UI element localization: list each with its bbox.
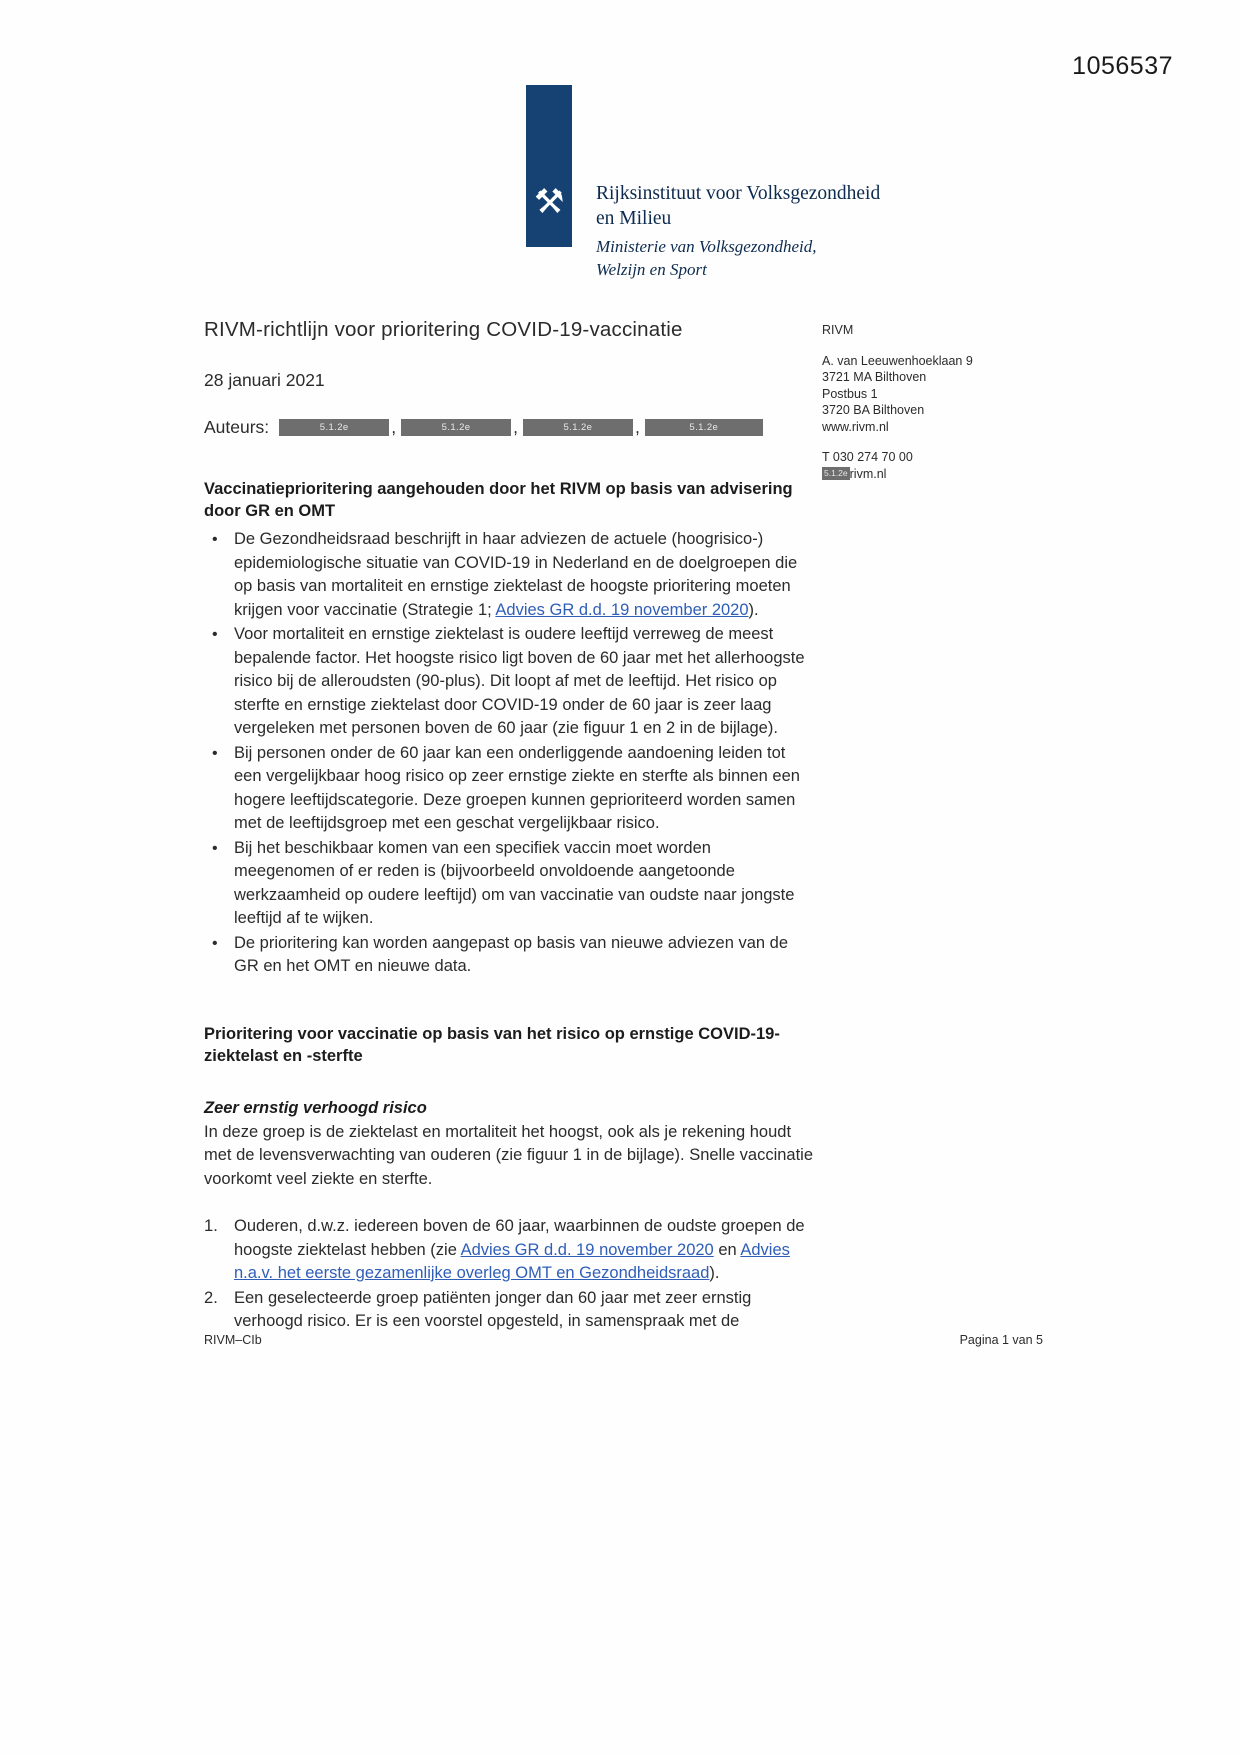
section-1-heading: Vaccinatieprioritering aangehouden door het RIVM op basis van advisering door GR en OMT — [204, 480, 793, 520]
bullet-2-text: Voor mortaliteit en ernstige ziektelast is oudere leeftijd verreweg de meest bepalende factor. Het hoogste risico ligt boven de 60 jaar met het allerhoogste risico bij de alleroudsten (90-plus). Dit loopt af met de leeftijd. Het risico op sterfte en ernstige ziektelast door COVID-19 onder de 60 jaar is zeer laag vergeleken met personen boven de 60 jaar (zie figuur 1 en 2 in de bijlage). — [234, 625, 805, 737]
section-2-numbered-list — [204, 1215, 814, 1334]
section-1-bullet-list — [204, 528, 814, 979]
item-1-text-middle: en — [713, 1240, 741, 1259]
authors-label: Auteurs: — [204, 417, 270, 437]
item-2-text: Een geselecteerde groep patiënten jonger dan 60 jaar met zeer ernstig verhoogd risico. Er is een voorstel opgesteld, in samenspraak met de — [234, 1288, 752, 1330]
sidebar-contact — [822, 449, 1042, 482]
address-line-2: 3721 MA Bilthoven — [822, 370, 927, 384]
section-2-subheading: Zeer ernstig verhoogd risico — [204, 1098, 427, 1117]
bullet-1-text-after: ). — [748, 600, 759, 619]
link-advies-gr-19-november-2020[interactable]: Advies GR d.d. 19 november 2020 — [495, 600, 749, 619]
section-2-heading: Prioritering voor vaccinatie op basis van het risico op ernstige COVID-19-ziektelast en -sterfte — [204, 1024, 780, 1065]
item-1-text-after: ). — [709, 1264, 720, 1282]
item-1-text-before: Ouderen, d.w.z. iedereen boven de 60 jaar, waarbinnen de oudste groepen de hoogste ziektelast hebben (zie — [234, 1217, 805, 1259]
address-line-3: Postbus 1 — [822, 386, 878, 401]
list-item — [204, 528, 814, 622]
rivm-logo — [526, 85, 946, 280]
page-footer — [204, 1333, 1043, 1347]
list-item — [204, 932, 814, 979]
bullet-1-text-before: De Gezondheidsraad beschrijft in haar adviezen de actuele (hoogrisico-) epidemiologische situatie van COVID-19 in Nederland en de doelgroepen die op basis van mortaliteit en ernstige ziektelast de hoogste prioritering moeten krijgen voor vaccinatie (Strategie 1; — [234, 530, 798, 619]
sidebar-email-suffix: rivm.nl — [849, 466, 887, 481]
authors-separator-2: , — [513, 417, 518, 437]
sidebar-address-block — [822, 322, 1042, 496]
redaction-box-email: 5.1.2e — [824, 468, 848, 479]
authors-separator-1: , — [391, 417, 397, 437]
logo-line-3: Ministerie van Volksgezondheid, — [596, 237, 817, 256]
redaction-box-author-1: 5.1.2e — [279, 419, 389, 436]
redaction-box-author-3: 5.1.2e — [523, 419, 633, 436]
list-item — [204, 742, 814, 836]
footer-page-number: Pagina 1 van 5 — [959, 1333, 1043, 1347]
list-item — [204, 1287, 814, 1334]
page-title: RIVM-richtlijn voor prioritering COVID-19-vaccinatie — [204, 318, 683, 341]
link-advies-eerste-gezamenlijke-overleg[interactable]: Advies n.a.v. het eerste gezamenlijke overleg OMT en Gezondheidsraad — [234, 1240, 790, 1282]
authors-separator-3: , — [634, 417, 640, 437]
logo-text — [596, 181, 880, 281]
list-item — [204, 1215, 814, 1286]
address-line-4: 3720 BA Bilthoven — [822, 403, 925, 417]
redaction-box-author-2: 5.1.2e — [401, 419, 511, 436]
list-item — [204, 623, 814, 741]
coat-of-arms-icon: ⚒ — [534, 183, 565, 221]
address-website[interactable]: www.rivm.nl — [822, 419, 889, 434]
bullet-5-text: De prioritering kan worden aangepast op basis van nieuwe adviezen van de GR en het OMT en nieuwe data. — [234, 933, 789, 975]
sidebar-address — [822, 353, 1042, 436]
document-body — [204, 318, 814, 1335]
document-number: 1056537 — [1072, 52, 1173, 80]
sidebar-email — [822, 466, 1042, 483]
footer-left: RIVM–CIb — [204, 1333, 262, 1347]
logo-line-4: Welzijn en Sport — [596, 260, 707, 279]
bullet-4-text: Bij het beschikbaar komen van een specifiek vaccin moet worden meegenomen of er reden is (bijvoorbeeld onvoldoende aangetoonde werkzaamheid op oudere leeftijd) om van vaccinatie van oudste naar jongste leeftijd af te wijken. — [234, 838, 795, 927]
sidebar-phone: T 030 274 70 00 — [822, 450, 913, 464]
logo-line-2: en Milieu — [596, 208, 672, 229]
redaction-box-author-4: 5.1.2e — [645, 419, 763, 436]
authors-row — [204, 417, 814, 438]
logo-line-1: Rijksinstituut voor Volksgezondheid — [596, 183, 881, 204]
address-line-1: A. van Leeuwenhoeklaan 9 — [822, 353, 973, 368]
link-advies-gr-19-november-2020-2[interactable]: Advies GR d.d. 19 november 2020 — [460, 1240, 714, 1259]
document-date: 28 januari 2021 — [204, 370, 325, 390]
list-item — [204, 837, 814, 931]
section-2-paragraph: In deze groep is de ziektelast en mortaliteit het hoogst, ook als je rekening houdt met de levensverwachting van ouderen (zie figuur 1 in de bijlage). Snelle vaccinatie voorkomt veel ziekte en sterfte. — [204, 1122, 814, 1188]
bullet-3-text: Bij personen onder de 60 jaar kan een onderliggende aandoening leiden tot een vergelijkbaar hoog risico op zeer ernstige ziekte en sterfte als binnen een hogere leeftijdscategorie. Deze groepen kunnen geprioriteerd worden samen met de leeftijdsgroep met een geschat vergelijkbaar risico. — [234, 743, 800, 832]
sidebar-org-name: RIVM — [822, 323, 854, 337]
